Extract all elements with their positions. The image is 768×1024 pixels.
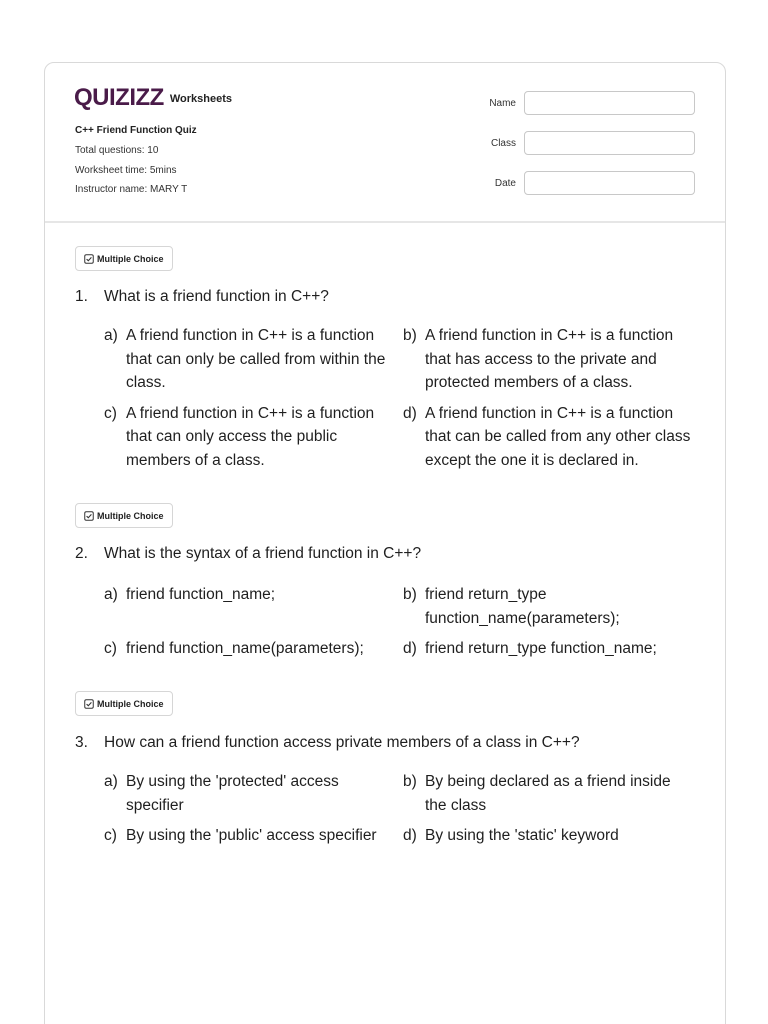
option-text: By using the 'static' keyword	[425, 827, 619, 844]
option-text: A friend function in C++ is a function that can only access the public members of a class.	[126, 404, 375, 469]
option-letter: c)	[104, 404, 117, 422]
total-questions: Total questions: 10	[75, 145, 159, 156]
brand-subtitle: Worksheets	[169, 93, 232, 105]
quizizz-logo: QUIZIZZ	[74, 84, 164, 111]
option-letter: a)	[104, 773, 118, 790]
question-type-label: Multiple Choice	[97, 698, 164, 709]
option-b[interactable]	[403, 583, 702, 630]
student-fields	[435, 91, 695, 211]
option-letter: b)	[403, 586, 417, 603]
option-a[interactable]	[104, 770, 403, 817]
brand	[74, 85, 232, 111]
question-prompt	[75, 544, 705, 564]
date-input[interactable]	[524, 171, 695, 195]
class-label: Class	[490, 137, 516, 149]
question-1	[75, 287, 705, 479]
option-a[interactable]	[104, 583, 403, 630]
question-type-badge	[75, 503, 173, 528]
date-field-row	[435, 171, 695, 195]
option-text: By being declared as a friend inside the class	[425, 773, 671, 814]
option-c[interactable]	[104, 402, 403, 473]
option-text: A friend function in C++ is a function that has access to the private and protected members of a class.	[425, 327, 674, 391]
question-text: What is a friend function in C++?	[104, 288, 329, 305]
worksheet-title: C++ Friend Function Quiz	[75, 125, 197, 136]
question-prompt	[75, 733, 705, 753]
worksheet-time: Worksheet time: 5mins	[75, 164, 177, 176]
option-text: friend return_type function_name(parameters);	[425, 586, 620, 627]
option-d[interactable]	[403, 637, 702, 661]
option-letter: d)	[403, 640, 417, 657]
checkbox-icon	[84, 254, 94, 264]
option-c[interactable]	[104, 637, 403, 661]
instructor-name: Instructor name: MARY T	[75, 184, 188, 195]
option-letter: d)	[403, 404, 417, 422]
question-number: 1.	[75, 288, 88, 305]
option-text: By using the 'protected' access specifier	[126, 773, 339, 814]
name-input[interactable]	[524, 91, 695, 115]
option-letter: b)	[403, 773, 417, 790]
question-3	[75, 733, 705, 855]
worksheet-header	[45, 63, 725, 223]
question-type-label: Multiple Choice	[97, 510, 164, 521]
option-text: By using the 'public' access specifier	[126, 827, 377, 844]
question-2	[75, 544, 705, 668]
date-label: Date	[494, 177, 516, 189]
option-letter: c)	[104, 640, 117, 657]
option-letter: c)	[104, 827, 117, 844]
worksheet-meta	[75, 125, 197, 204]
question-type-badge	[75, 691, 173, 716]
option-b[interactable]	[403, 324, 702, 395]
option-letter: d)	[403, 827, 417, 844]
class-input[interactable]	[524, 131, 695, 155]
option-text: friend function_name(parameters);	[126, 640, 364, 657]
question-number: 2.	[75, 545, 88, 562]
option-text: A friend function in C++ is a function that can be called from any other class except the one it is declared in.	[425, 404, 691, 469]
option-c[interactable]	[104, 824, 403, 848]
question-type-badge	[75, 246, 173, 271]
option-text: friend function_name;	[126, 586, 276, 603]
option-b[interactable]	[403, 770, 702, 817]
option-text: friend return_type function_name;	[425, 640, 657, 657]
answer-options	[104, 583, 705, 668]
option-d[interactable]	[403, 824, 702, 848]
option-text: A friend function in C++ is a function that can only be called from within the class.	[126, 327, 386, 391]
answer-options	[104, 770, 705, 855]
checkbox-icon	[84, 699, 94, 709]
name-field-row	[435, 91, 695, 115]
question-prompt	[75, 287, 705, 307]
question-number: 3.	[75, 734, 88, 751]
class-field-row	[435, 131, 695, 155]
question-type-label: Multiple Choice	[97, 253, 164, 264]
question-text: How can a friend function access private members of a class in C++?	[104, 734, 580, 751]
worksheet-page	[44, 62, 726, 1024]
checkbox-icon	[84, 511, 94, 521]
answer-options	[104, 324, 705, 479]
option-letter: a)	[104, 327, 118, 344]
option-letter: a)	[104, 586, 118, 603]
question-text: What is the syntax of a friend function in C++?	[104, 545, 422, 562]
option-d[interactable]	[403, 402, 702, 473]
option-a[interactable]	[104, 324, 403, 395]
option-letter: b)	[403, 327, 417, 344]
name-label: Name	[489, 97, 516, 109]
